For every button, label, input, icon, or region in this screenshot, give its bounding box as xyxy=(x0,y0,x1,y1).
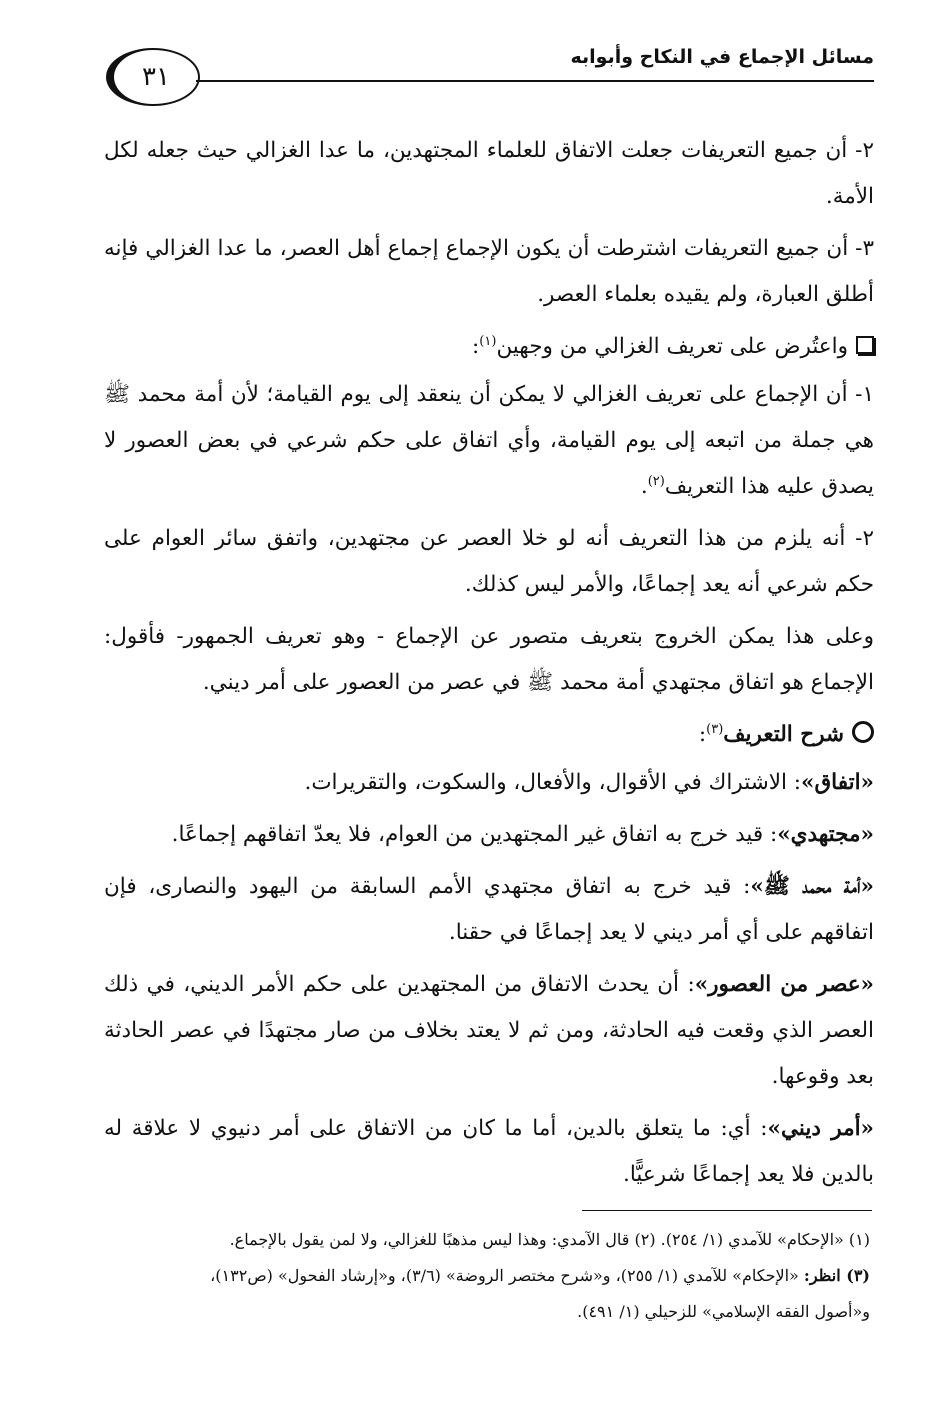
definition-explanation-heading xyxy=(104,712,874,758)
footnote-3 xyxy=(104,1258,870,1294)
paragraph-objection-2: ٢- أنه يلزم من هذا التعريف أنه لو خلا العصر عن مجتهدين، واتفق سائر العوام على حكم شرعي أنه يعد إجماعًا، والأمر ليس كذلك. xyxy=(104,526,874,597)
objection-intro-text: واعتُرض على تعريف الغزالي من وجهين xyxy=(496,334,848,359)
term-explanation: : قيد خرج به اتفاق مجتهدي الأمم السابقة من اليهود والنصارى، فإن اتفاقهم على أي أمر ديني لا يعد إجماعًا في حقنا. xyxy=(104,874,874,945)
square-bullet-icon xyxy=(856,336,874,354)
term-explanation: : قيد خرج به اتفاق غير المجتهدين من العوام، فلا يعدّ اتفاقهم إجماعًا. xyxy=(171,822,778,847)
running-title: مسائل الإجماع في النكاح وأبوابه xyxy=(570,46,874,68)
footnote-ref-3: (٣) xyxy=(706,721,724,737)
main-text xyxy=(104,128,874,1204)
term-label: «عصر من العصور» xyxy=(694,972,874,997)
heading-text: شرح التعريف xyxy=(723,722,844,747)
footnote-3-continued: و«أصول الفقه الإسلامي» للزحيلي (١/ ٤٩١). xyxy=(577,1302,870,1321)
term-ittifaq xyxy=(104,760,874,806)
circle-bullet-icon xyxy=(852,721,874,743)
header-rule xyxy=(196,80,874,82)
term-explanation: : الاشتراك في الأقوال، والأفعال، والسكوت، والتقريرات. xyxy=(304,770,802,795)
term-explanation: : أي: ما يتعلق بالدين، أما ما كان من الاتفاق على أمر دنيوي لا علاقة له بالدين فلا يعد إجماعًا شرعيًّا. xyxy=(104,1116,874,1187)
term-amr-dini xyxy=(104,1106,874,1198)
footnotes xyxy=(104,1222,870,1330)
objection-1-text: ١- أن الإجماع على تعريف الغزالي لا يمكن أن ينعقد إلى يوم القيامة؛ لأن أمة محمد ﷺ هي جملة من اتبعه إلى يوم القيامة، وأي اتفاق على حكم شرعي في بعض العصور لا يصدق عليه هذا التعريف xyxy=(104,382,874,499)
paragraph-objection-1 xyxy=(104,372,874,510)
term-asr xyxy=(104,962,874,1100)
paragraph-definition: وعلى هذا يمكن الخروج بتعريف متصور عن الإجماع - وهو تعريف الجمهور- فأقول: الإجماع هو اتفاق مجتهدي أمة محمد ﷺ في عصر من العصور على أمر ديني. xyxy=(104,624,874,695)
footnote-ref-1: (١) xyxy=(479,333,497,349)
objection-intro-colon: : xyxy=(472,334,480,359)
term-ummat-muhammad xyxy=(104,864,874,956)
term-label: «اتفاق» xyxy=(801,770,874,795)
term-label: «أمر ديني» xyxy=(767,1116,874,1141)
footnote-separator xyxy=(582,1210,872,1211)
paragraph-point-3: ٣- أن جميع التعريفات اشترطت أن يكون الإجماع إجماع أهل العصر، ما عدا الغزالي فإنه أطلق العبارة، ولم يقيده بعلماء العصر. xyxy=(104,236,874,307)
paragraph-objection-intro xyxy=(104,324,874,370)
footnote-3-label: (٣) انظر: xyxy=(803,1266,870,1285)
footnote-ref-2: (٢) xyxy=(647,473,665,489)
term-mujtahidi xyxy=(104,812,874,858)
term-label: «مجتهدي» xyxy=(777,822,874,847)
page-number: ٣١ xyxy=(106,48,200,106)
paragraph-point-2: ٢- أن جميع التعريفات جعلت الاتفاق للعلماء المجتهدين، ما عدا الغزالي حيث جعله لكل الأمة. xyxy=(104,138,874,209)
term-explanation: : أن يحدث الاتفاق من المجتهدين على حكم الأمر الديني، في ذلك العصر الذي وقعت فيه الحادثة، ومن ثم لا يعتد بخلاف من صار مجتهدًا في عصر الحادثة بعد وقوعها. xyxy=(104,972,874,1089)
footnote-3-text: «الإحكام» للآمدي (١/ ٢٥٥)، و«شرح مختصر الروضة» (٣/٦)، و«إرشاد الفحول» (ص١٣٢)، xyxy=(210,1266,804,1285)
footnote-1-2: (١) «الإحكام» للآمدي (١/ ٢٥٤). (٢) قال الآمدي: وهذا ليس مذهبًا للغزالي، ولا لمن يقول بالإجماع. xyxy=(229,1230,870,1249)
objection-1-period: . xyxy=(640,474,648,499)
heading-colon: : xyxy=(698,722,707,747)
term-label: «أمة محمد ﷺ» xyxy=(750,874,874,899)
